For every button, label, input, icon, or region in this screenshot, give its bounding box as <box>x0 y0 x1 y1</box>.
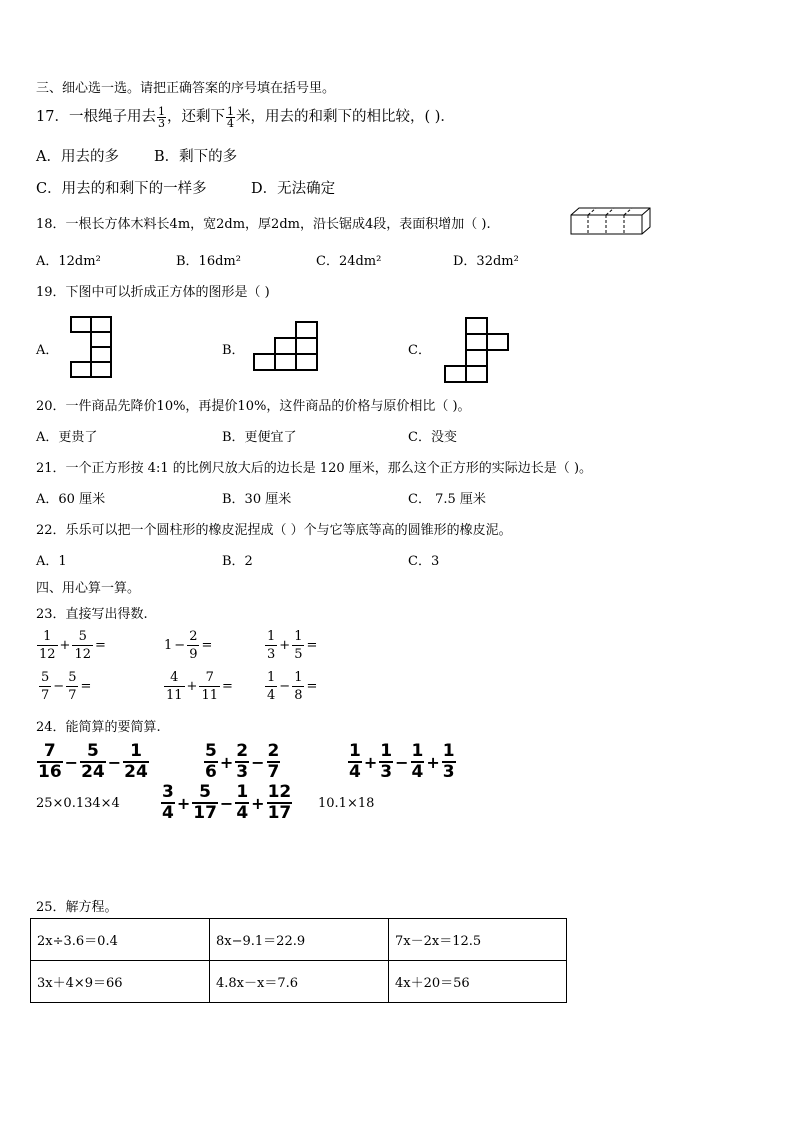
q17-used-fraction: $\frac{1}{3}$ <box>157 104 165 130</box>
q24-problem-4: 25×0.134×4 <box>36 796 120 811</box>
q20-option-b[interactable]: B．更便宜了 <box>222 430 297 445</box>
section-4-title: 四、用心算一算。 <box>36 581 141 596</box>
question-25: 25．解方程。 <box>36 900 118 915</box>
q22-option-b[interactable]: B．2 <box>222 554 253 569</box>
q23-expression-2: 1 − $\frac{2}{9}$ = <box>164 629 213 662</box>
cube-net-b <box>253 321 323 371</box>
question-18: 18．一根长方体木料长4m，宽2dm，厚2dm，沿长锯成4段，表面积增加（ ). <box>36 217 491 232</box>
q18-option-d[interactable]: D．32dm² <box>453 254 519 269</box>
question-19: 19．下图中可以折成正方体的图形是（ ) <box>36 285 270 300</box>
q24-problem-2: $\frac{5}{6}$ + $\frac{2}{3}$ − $\frac{2}{7}$ <box>205 741 280 782</box>
q24-problem-3: $\frac{1}{4}$ + $\frac{1}{3}$ − $\frac{1}{4}$ + $\frac{1}{3}$ <box>349 741 455 782</box>
table-row <box>31 919 567 961</box>
equation-cell: 4x＋20＝56 <box>389 961 567 1003</box>
q24-problem-6: 10.1×18 <box>318 796 375 811</box>
q18-option-b[interactable]: B．16dm² <box>176 254 241 269</box>
q17-option-b[interactable]: B．剩下的多 <box>154 149 238 165</box>
q17-middle: ，还剩下 <box>166 109 225 125</box>
q22-option-c[interactable]: C．3 <box>408 554 440 569</box>
q21-option-a[interactable]: A．60 厘米 <box>36 492 106 507</box>
q17-suffix: 米，用去的和剩下的相比较，( )． <box>235 109 455 125</box>
equation-cell: 2x÷3.6＝0.4 <box>31 919 210 961</box>
q23-expression-4: $\frac{5}{7}$ − $\frac{5}{7}$ = <box>41 670 92 703</box>
equation-table <box>30 918 567 1003</box>
q17-option-c[interactable]: C．用去的和剩下的一样多 <box>36 181 207 197</box>
q17-prefix: 17．一根绳子用去 <box>36 109 156 125</box>
question-24: 24．能简算的要简算. <box>36 720 161 735</box>
cube-net-a <box>69 316 115 386</box>
q17-option-d[interactable]: D．无法确定 <box>251 181 336 197</box>
q24-problem-1: $\frac{7}{16}$ − $\frac{5}{24}$ − $\frac{1}{24}$ <box>38 741 148 782</box>
q23-expression-6: $\frac{1}{4}$ − $\frac{1}{8}$ = <box>267 670 318 703</box>
q23-expression-5: $\frac{4}{11}$ + $\frac{7}{11}$ = <box>166 670 233 703</box>
q23-expression-1: $\frac{1}{12}$ + $\frac{5}{12}$ = <box>39 629 106 662</box>
equation-cell: 3x＋4×9＝66 <box>31 961 210 1003</box>
wood-block-figure <box>570 207 652 237</box>
q24-problem-5: $\frac{3}{4}$ + $\frac{5}{17}$ − $\frac{1}{4}$ + $\frac{12}{17}$ <box>162 782 292 823</box>
cube-net-c <box>443 317 513 383</box>
question-21: 21．一个正方形按 4:1 的比例尺放大后的边长是 120 厘米，那么这个正方形的实际边长是（ )。 <box>36 461 593 476</box>
question-23: 23．直接写出得数. <box>36 607 148 622</box>
q19-option-c[interactable]: C． <box>408 343 431 358</box>
table-row <box>31 961 567 1003</box>
q23-expression-3: $\frac{1}{3}$ + $\frac{1}{5}$ = <box>267 629 318 662</box>
q21-option-c[interactable]: C． 7.5 厘米 <box>408 492 486 507</box>
q20-option-c[interactable]: C．没变 <box>408 430 457 445</box>
q17-left-fraction: $\frac{1}{4}$ <box>226 104 234 130</box>
q18-option-a[interactable]: A．12dm² <box>36 254 101 269</box>
q19-option-b[interactable]: B． <box>222 343 245 358</box>
question-22: 22．乐乐可以把一个圆柱形的橡皮泥捏成（ ）个与它等底等高的圆锥形的橡皮泥。 <box>36 523 512 538</box>
section-3-title: 三、细心选一选。请把正确答案的序号填在括号里。 <box>36 81 336 96</box>
question-17 <box>36 105 455 129</box>
q19-option-a[interactable]: A． <box>36 343 59 358</box>
q20-option-a[interactable]: A．更贵了 <box>36 430 98 445</box>
q21-option-b[interactable]: B．30 厘米 <box>222 492 292 507</box>
equation-cell: 4.8x－x＝7.6 <box>210 961 389 1003</box>
q18-option-c[interactable]: C．24dm² <box>316 254 382 269</box>
equation-cell: 7x－2x＝12.5 <box>389 919 567 961</box>
q22-option-a[interactable]: A．1 <box>36 554 67 569</box>
equation-cell: 8x−9.1＝22.9 <box>210 919 389 961</box>
q17-option-a[interactable]: A．用去的多 <box>36 149 119 165</box>
question-20: 20．一件商品先降价10%，再提价10%，这件商品的价格与原价相比（ )。 <box>36 399 471 414</box>
